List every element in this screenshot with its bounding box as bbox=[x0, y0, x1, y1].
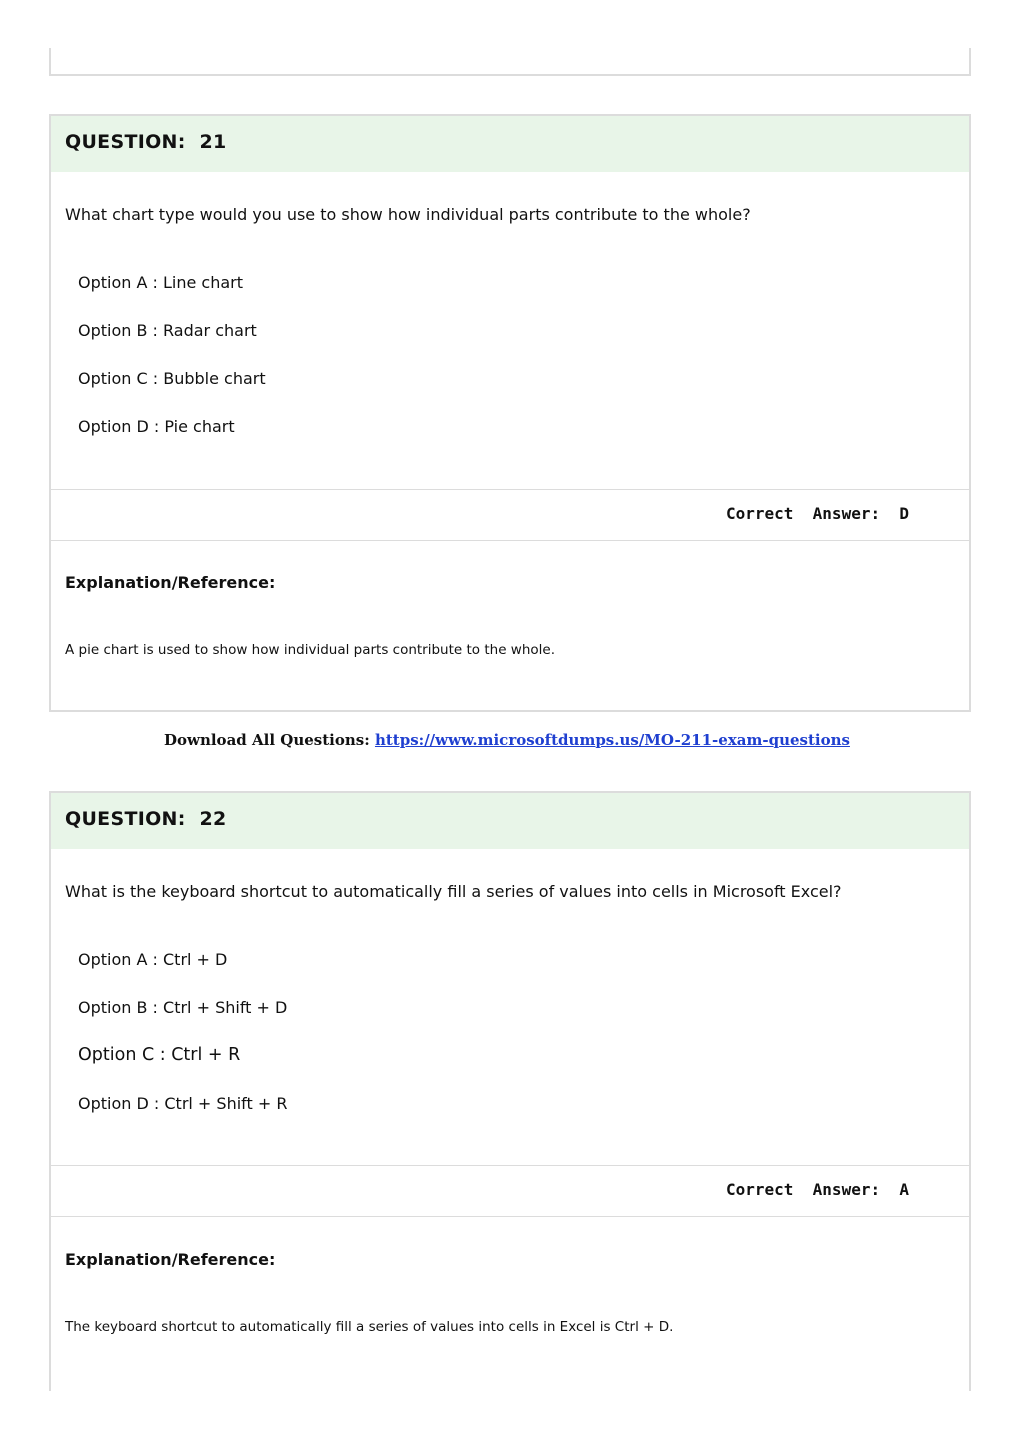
divider bbox=[51, 1216, 969, 1217]
question-header bbox=[51, 116, 969, 172]
question-text: What is the keyboard shortcut to automatically fill a series of values into cells in Microsoft Excel? bbox=[65, 882, 842, 901]
option-d: Option D : Pie chart bbox=[78, 417, 235, 436]
question-text: What chart type would you use to show how individual parts contribute to the whole? bbox=[65, 205, 751, 224]
download-link[interactable]: https://www.microsoftdumps.us/MO-211-exam-questions bbox=[374, 731, 850, 749]
explanation-heading: Explanation/Reference: bbox=[65, 573, 276, 592]
question-title: QUESTION: 21 bbox=[65, 131, 227, 153]
option-c: Option C : Bubble chart bbox=[78, 369, 266, 388]
option-c: Option C : Ctrl + R bbox=[78, 1045, 241, 1065]
divider bbox=[51, 540, 969, 541]
previous-question-card bbox=[49, 48, 971, 76]
explanation-text: The keyboard shortcut to automatically fill a series of values into cells in Excel is Ctrl + D. bbox=[65, 1319, 674, 1335]
correct-answer: Correct Answer: D bbox=[725, 504, 909, 523]
explanation-heading: Explanation/Reference: bbox=[65, 1250, 276, 1269]
question-header bbox=[51, 793, 969, 849]
question-title: QUESTION: 22 bbox=[65, 808, 227, 830]
option-a: Option A : Line chart bbox=[78, 273, 244, 292]
download-line bbox=[0, 731, 1014, 749]
option-a: Option A : Ctrl + D bbox=[78, 950, 228, 969]
option-b: Option B : Radar chart bbox=[78, 321, 257, 340]
download-label: Download All Questions: bbox=[164, 731, 375, 749]
option-b: Option B : Ctrl + Shift + D bbox=[78, 998, 288, 1017]
divider bbox=[51, 1165, 969, 1166]
correct-answer: Correct Answer: A bbox=[725, 1180, 909, 1199]
question-card-22 bbox=[49, 791, 971, 1391]
question-card-21 bbox=[49, 114, 971, 712]
explanation-text: A pie chart is used to show how individual parts contribute to the whole. bbox=[65, 642, 555, 658]
divider bbox=[51, 489, 969, 490]
option-d: Option D : Ctrl + Shift + R bbox=[78, 1094, 288, 1113]
